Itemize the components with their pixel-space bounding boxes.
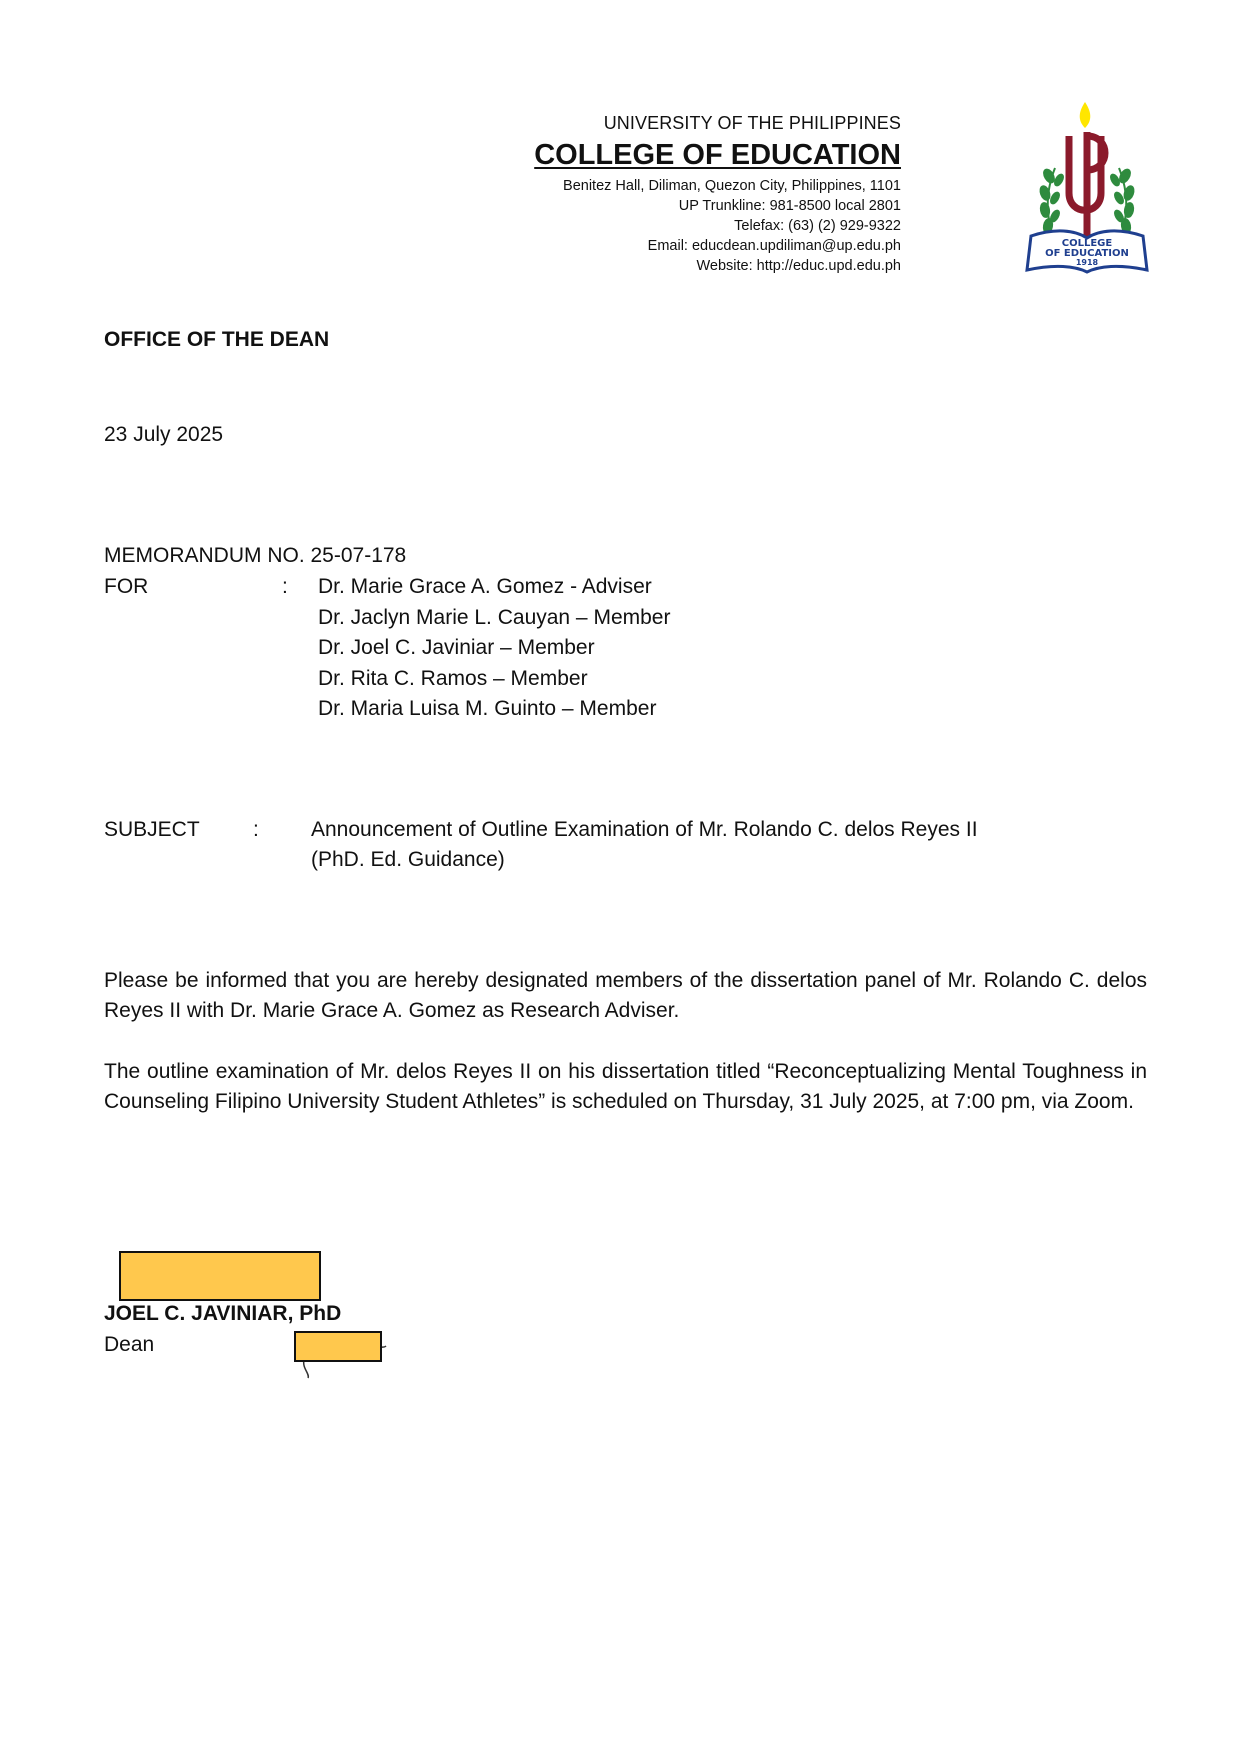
- recipient-list: [318, 572, 670, 725]
- subject-text: [311, 815, 1111, 875]
- letterhead-address: Benitez Hall, Diliman, Quezon City, Philippines, 1101: [563, 178, 901, 194]
- body-paragraph-2: The outline examination of Mr. delos Reyes II on his dissertation titled “Reconceptualizing Mental Toughness in Counseling Filipino University Student Athletes” is scheduled on Thursday, 31 July 2025, at 7:00 pm, via Zoom.: [104, 1060, 1147, 1113]
- for-label: FOR: [104, 575, 149, 598]
- signatory-title: Dean: [104, 1333, 155, 1356]
- body-paragraph-1: Please be informed that you are hereby designated members of the dissertation panel of Mr. Rolando C. delos Reyes II with Dr. Marie Grace A. Gomez as Research Adviser.: [104, 969, 1147, 1022]
- logo-text-year: 1918: [1075, 258, 1099, 267]
- office-heading: OFFICE OF THE DEAN: [104, 328, 330, 351]
- memo-number: MEMORANDUM NO. 25-07-178: [104, 544, 407, 567]
- letterhead-university: UNIVERSITY OF THE PHILIPPINES: [603, 113, 901, 133]
- subject-label: SUBJECT: [104, 818, 200, 841]
- logo-text-education: OF EDUCATION: [1045, 248, 1129, 259]
- college-logo: [1025, 98, 1155, 278]
- recipient-item: Dr. Jaclyn Marie L. Cauyan – Member: [318, 605, 671, 629]
- memo-date: 23 July 2025: [104, 423, 224, 446]
- recipient-item: Dr. Marie Grace A. Gomez - Adviser: [318, 575, 652, 598]
- subject-line-1: Announcement of Outline Examination of Mr. Rolando C. delos Reyes II: [311, 818, 978, 841]
- subject-line-2: (PhD. Ed. Guidance): [311, 848, 505, 871]
- logo-text-college: COLLEGE: [1061, 238, 1113, 249]
- letterhead-website: Website: http://educ.upd.edu.ph: [696, 258, 901, 274]
- signature-redaction: [119, 1251, 321, 1301]
- recipient-item: Dr. Rita C. Ramos – Member: [318, 666, 588, 690]
- for-colon: :: [282, 575, 288, 598]
- letterhead-trunkline: UP Trunkline: 981-8500 local 2801: [678, 198, 901, 214]
- recipient-item: Dr. Maria Luisa M. Guinto – Member: [318, 697, 657, 720]
- signatory-name: JOEL C. JAVINIAR, PhD: [104, 1302, 342, 1325]
- book-banner-icon: [1027, 231, 1147, 272]
- flame-icon: [1080, 102, 1091, 128]
- initials-redaction: [294, 1331, 382, 1362]
- letterhead-college: COLLEGE OF EDUCATION: [534, 139, 901, 171]
- letterhead-email: Email: educdean.updiliman@up.edu.ph: [647, 238, 901, 254]
- letterhead-telefax: Telefax: (63) (2) 929-9322: [734, 218, 901, 234]
- subject-colon: :: [253, 818, 259, 841]
- recipient-item: Dr. Joel C. Javiniar – Member: [318, 636, 595, 659]
